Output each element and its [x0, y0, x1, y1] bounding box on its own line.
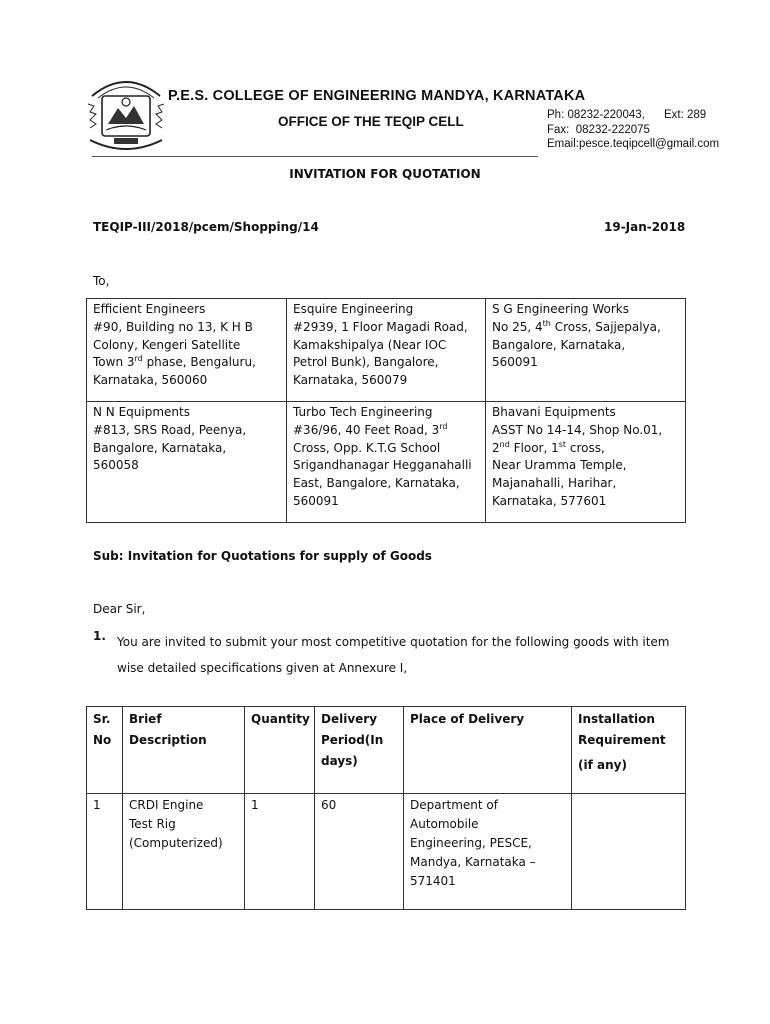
salutation: Dear Sir, [93, 602, 146, 616]
header-place: Place of Delivery [404, 707, 572, 794]
subject-line: Sub: Invitation for Quotations for supply of Goods [93, 549, 432, 563]
vendor-address-line: Kamakshipalya (Near IOC [293, 337, 447, 352]
to-label: To, [93, 274, 110, 288]
vendor-address-line: Srigandhanagar Hegganahalli [293, 458, 472, 473]
vendor-name: S G Engineering Works [492, 302, 629, 316]
vendor-address-line: Petrol Bunk), Bangalore, [293, 355, 439, 370]
header-installation: Installation Requirement (if any) [572, 707, 686, 794]
table-header-row [87, 707, 686, 794]
vendor-address-line: 560058 [93, 458, 139, 473]
vendor-cell [87, 402, 287, 523]
cell-description: CRDI Engine Test Rig (Computerized) [123, 794, 245, 910]
paragraph-number: 1. [93, 629, 106, 643]
cell-sr-no: 1 [87, 794, 123, 910]
vendor-name: Bhavani Equipments [492, 405, 616, 419]
vendor-address-line: Karnataka, 560079 [293, 373, 408, 388]
header-sr-no: Sr. No [87, 707, 123, 794]
header-divider [92, 156, 538, 157]
vendor-name: Efficient Engineers [93, 302, 206, 316]
vendor-name: Turbo Tech Engineering [293, 405, 433, 419]
cell-delivery: 60 [315, 794, 404, 910]
vendor-address-line: Majanahalli, Harihar, [492, 476, 617, 491]
vendor-address-line: No 25, 4th Cross, Sajjepalya, [492, 318, 661, 334]
vendor-cell [287, 402, 486, 523]
vendor-address-line: East, Bangalore, Karnataka, [293, 476, 460, 491]
reference-number: TEQIP-III/2018/pcem/Shopping/14 [93, 220, 319, 234]
vendor-address-line: Karnataka, 577601 [492, 493, 607, 508]
contact-block [547, 108, 719, 152]
header-description: Brief Description [123, 707, 245, 794]
email-text: Email:pesce.teqipcell@gmail.com [547, 138, 720, 150]
cell-installation [572, 794, 686, 910]
vendor-address-line: #36/96, 40 Feet Road, 3rd [293, 421, 448, 437]
vendor-address-line: #2939, 1 Floor Magadi Road, [293, 319, 468, 334]
vendor-address-line: Bangalore, Karnataka, [492, 337, 626, 352]
cell-quantity: 1 [245, 794, 315, 910]
phone-text: Ph: 08232-220043, Ext: 289 [547, 109, 707, 121]
vendor-address-line: Town 3rd phase, Bengaluru, [93, 354, 256, 370]
college-logo [84, 66, 168, 154]
header-quantity: Quantity [245, 707, 315, 794]
table-row [87, 299, 686, 402]
vendor-address-line: #90, Building no 13, K H B [93, 319, 253, 334]
vendor-cell [486, 402, 686, 523]
vendor-cell [287, 299, 486, 402]
vendor-address-line: Colony, Kengeri Satellite [93, 337, 241, 352]
vendor-name: N N Equipments [93, 405, 190, 419]
vendor-address-line: #813, SRS Road, Peenya, [93, 422, 247, 437]
document-date: 19-Jan-2018 [604, 220, 686, 234]
vendor-table [86, 298, 686, 523]
vendor-name: Esquire Engineering [293, 302, 414, 316]
office-name: OFFICE OF THE TEQIP CELL [278, 114, 464, 129]
vendor-address-line: Karnataka, 560060 [93, 373, 208, 388]
header-delivery: Delivery Period(In days) [315, 707, 404, 794]
vendor-address-line: Near Uramma Temple, [492, 458, 627, 473]
college-name: P.E.S. COLLEGE OF ENGINEERING MANDYA, KARNATAKA [168, 88, 586, 104]
table-row [87, 402, 686, 523]
vendor-address-line: 2nd Floor, 1st cross, [492, 439, 605, 455]
vendor-address-line: Bangalore, Karnataka, [93, 440, 227, 455]
vendor-cell [486, 299, 686, 402]
paragraph-text: You are invited to submit your most competitive quotation for the following goods with item wise detailed specifications given at Annexure I, [117, 635, 670, 675]
vendor-address-line: Cross, Opp. K.T.G School [293, 440, 441, 455]
vendor-address-line: 560091 [492, 355, 538, 370]
fax-text: Fax: 08232-222075 [547, 123, 650, 136]
cell-place: Department of Automobile Engineering, PESCE, Mandya, Karnataka – 571401 [404, 794, 572, 910]
vendor-address-line: ASST No 14-14, Shop No.01, [492, 422, 663, 437]
table-row [87, 794, 686, 910]
items-table [86, 706, 686, 910]
vendor-cell [87, 299, 287, 402]
vendor-address-line: 560091 [293, 493, 339, 508]
document-title: INVITATION FOR QUOTATION [289, 167, 481, 181]
